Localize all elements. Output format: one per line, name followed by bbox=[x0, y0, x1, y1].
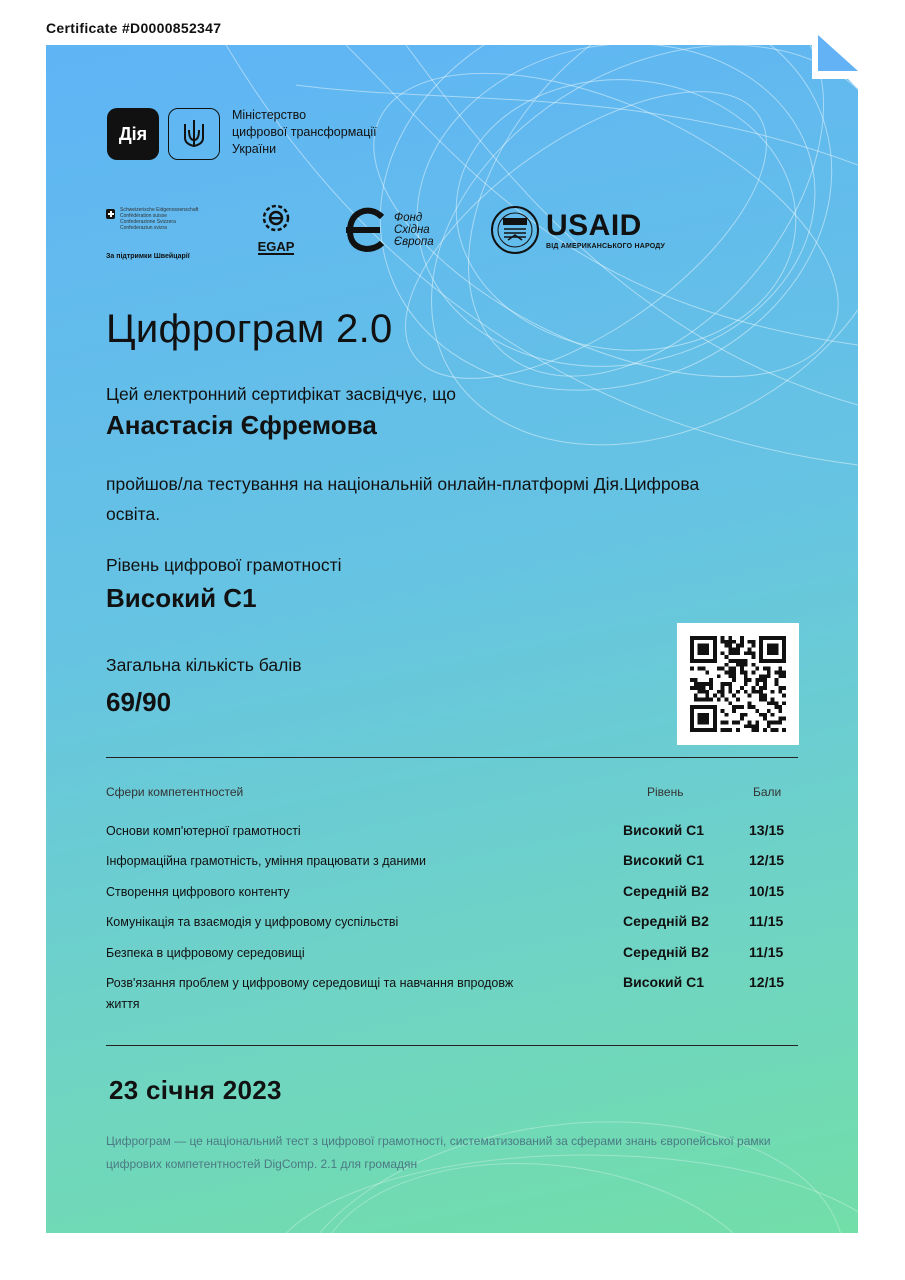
competence-name: Основи комп'ютерної грамотності bbox=[106, 824, 301, 838]
fond-mark-icon bbox=[344, 207, 388, 253]
competence-points: 12/15 bbox=[749, 852, 785, 868]
competence-name: Створення цифрового контенту bbox=[106, 885, 290, 899]
ministry-line: Міністерство bbox=[232, 108, 307, 122]
swiss-partner-logo bbox=[106, 207, 226, 260]
competence-points: 12/15 bbox=[749, 974, 785, 990]
ministry-name bbox=[232, 107, 452, 158]
egap-mark-icon bbox=[261, 203, 291, 233]
swiss-caption: За підтримки Швейцарії bbox=[106, 253, 190, 260]
swiss-text-line: Confederazione Svizzera bbox=[120, 219, 176, 225]
competence-level: Середній В2 bbox=[623, 883, 709, 899]
competence-name: Інформаційна грамотність, уміння працювати з даними bbox=[106, 854, 426, 868]
qr-code[interactable] bbox=[677, 623, 799, 745]
dia-logo: Дія bbox=[107, 108, 159, 160]
usaid-label: USAID bbox=[546, 208, 642, 242]
level-value: Високий С1 bbox=[106, 583, 257, 613]
competence-points: 13/15 bbox=[749, 822, 785, 838]
corner-fold-icon bbox=[812, 35, 870, 85]
competence-points: 11/15 bbox=[749, 944, 784, 960]
competence-points: 10/15 bbox=[749, 883, 785, 899]
swiss-text-line: Confederaziun svizra bbox=[120, 225, 167, 231]
certificate-id: Certificate #D0000852347 bbox=[46, 20, 222, 36]
swiss-text-line: Confédération suisse bbox=[120, 213, 167, 219]
egap-logo bbox=[250, 203, 302, 256]
passed-text: пройшов/ла тестування на національній онлайн-платформі Дія.Цифрова освіта. bbox=[106, 474, 700, 524]
certificate-sheet bbox=[46, 45, 858, 1233]
competence-name: Розв'язання проблем у цифровому середовищі та навчання впродовж життя bbox=[106, 976, 514, 1011]
header-points: Бали bbox=[753, 785, 782, 799]
usaid-logo bbox=[490, 205, 665, 255]
egap-label: EGAP bbox=[257, 239, 295, 254]
fond-line: Європа bbox=[394, 236, 434, 248]
competence-level: Високий С1 bbox=[623, 974, 705, 990]
usaid-seal-icon bbox=[490, 205, 540, 255]
table-top-rule bbox=[106, 757, 798, 758]
competence-level: Високий С1 bbox=[623, 822, 705, 838]
competence-name: Безпека в цифровому середовищі bbox=[106, 946, 305, 960]
ministry-line: цифрової трансформації bbox=[232, 125, 377, 139]
recipient-name: Анастасія Єфремова bbox=[106, 410, 377, 440]
competence-level: Середній В2 bbox=[623, 913, 709, 929]
fond-logo bbox=[344, 207, 434, 253]
header-sphere: Сфери компетентностей bbox=[106, 785, 244, 799]
score-value: 69/90 bbox=[106, 687, 172, 717]
competence-name: Комунікація та взаємодія у цифровому суспільстві bbox=[106, 915, 399, 929]
trident-icon bbox=[168, 108, 220, 160]
ministry-line: України bbox=[232, 142, 277, 156]
footnote-text: Цифрограм — це національний тест з цифрової грамотності, систематизований за сферами знань європейської рамки цифрових компетентностей DigComp. 2.1 для громадян bbox=[106, 1134, 771, 1171]
header-level: Рівень bbox=[647, 785, 684, 799]
table-bottom-rule bbox=[106, 1045, 798, 1046]
competence-points: 11/15 bbox=[749, 913, 784, 929]
usaid-subtitle: ВІД АМЕРИКАНСЬКОГО НАРОДУ bbox=[546, 242, 666, 250]
competence-level: Високий С1 bbox=[623, 852, 705, 868]
certificate-title: Цифрограм 2.0 bbox=[106, 307, 393, 351]
fond-line: Фонд bbox=[394, 212, 423, 224]
swiss-text-line: Schweizerische Eidgenossenschaft bbox=[120, 207, 199, 213]
swiss-flag-icon bbox=[106, 209, 115, 219]
level-label: Рівень цифрової грамотності bbox=[106, 555, 342, 575]
score-label: Загальна кількість балів bbox=[106, 655, 302, 675]
fond-line: Східна bbox=[394, 224, 430, 236]
intro-text: Цей електронний сертифікат засвідчує, що bbox=[106, 384, 457, 404]
competence-level: Середній В2 bbox=[623, 944, 709, 960]
issue-date: 23 січня 2023 bbox=[109, 1075, 282, 1105]
